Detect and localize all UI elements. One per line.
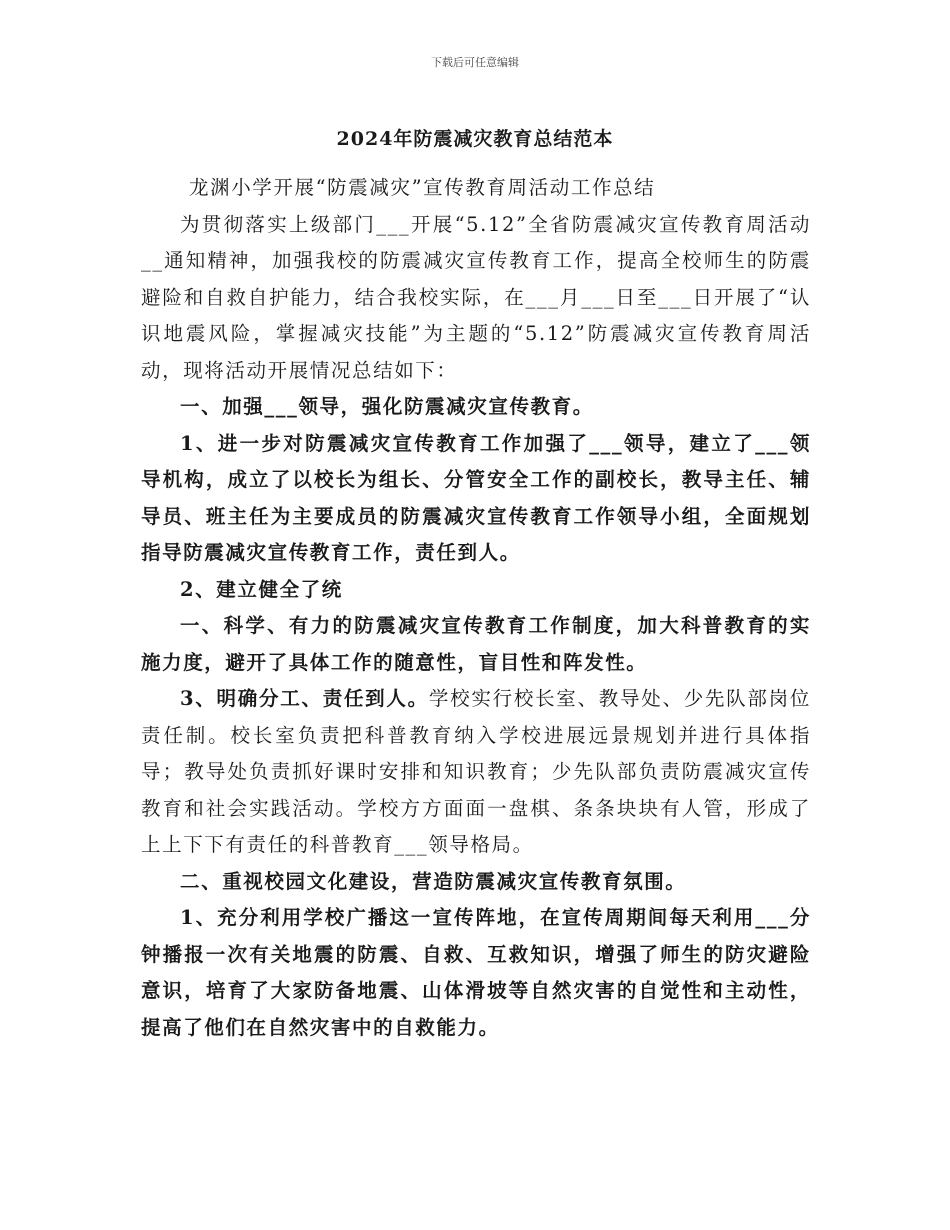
section1-item3-lead: 3、明确分工、责任到人。 xyxy=(180,687,429,710)
section1-item1: 1、进一步对防震减灾宣传教育工作加强了___领导，建立了___领导机构，成立了以校长为组长、分管安全工作的副校长，教导主任、辅导员、班主任为主要成员的防震减灾宣传教育工作领导小组，全面规划指导防震减灾宣传教育工作，责任到人。 xyxy=(141,431,811,564)
page-title: 2024年防震减灾教育总结范本 xyxy=(336,128,614,150)
header-note: 下载后可任意编辑 xyxy=(431,56,519,69)
section1-item2-line: 2、建立健全了统 xyxy=(180,577,343,601)
document-body xyxy=(141,170,811,1046)
section1-item2-cont: 一、科学、有力的防震减灾宣传教育工作制度，加大科普教育的实施力度，避开了具体工作的随意性，盲目性和阵发性。 xyxy=(141,614,811,674)
section2-heading: 二、重视校园文化建设，营造防震减灾宣传教育氛围。 xyxy=(180,869,687,893)
document-subtitle: 龙渊小学开展“防震减灾”宣传教育周活动工作总结 xyxy=(189,176,656,199)
section1-heading: 一、加强___领导，强化防震减灾宣传教育。 xyxy=(180,395,594,418)
section1-item3 xyxy=(141,681,811,864)
section1-item3-text: 学校实行校长室、教导处、少先队部岗位责任制。校长室负责把科普教育纳入学校进展远景规划并进行具体指导；教导处负责抓好课时安排和知识教育；少先队部负责防震减灾宣传教育和社会实践活动。学校方方面面一盘棋、条条块块有人管，形成了上上下下有责任的科普教育___领导格局。 xyxy=(141,687,811,856)
intro-paragraph: 为贯彻落实上级部门___开展“5.12”全省防震减灾宣传教育周活动__通知精神，加强我校的防震减灾宣传教育工作，提高全校师生的防震避险和自救自护能力，结合我校实际，在___月___日至___日开展了“认识地震风险，掌握减灾技能”为主题的“5.12”防震减灾宣传教育周活动，现将活动开展情况总结如下： xyxy=(141,212,811,382)
section2-item1: 1、充分利用学校广播这一宣传阵地，在宣传周期间每天利用___分钟播报一次有关地震的防震、自救、互救知识，增强了师生的防灾避险意识，培育了大家防备地震、山体滑坡等自然灾害的自觉性和主动性，提高了他们在自然灾害中的自救能力。 xyxy=(141,906,811,1039)
